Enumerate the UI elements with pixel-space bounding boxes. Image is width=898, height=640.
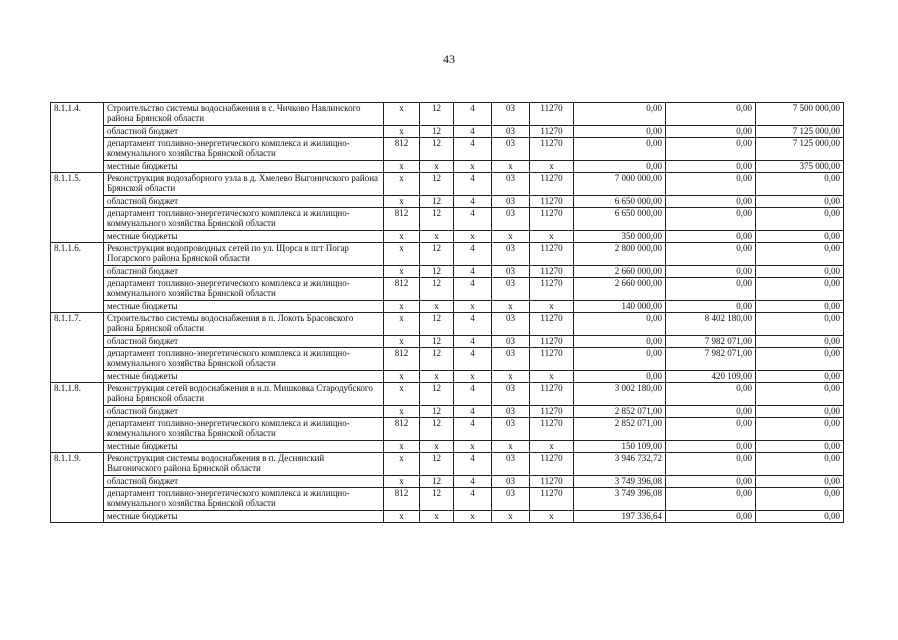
cell-section: х <box>420 511 454 523</box>
cell-amount-3: 7 125 000,00 <box>756 138 844 161</box>
cell-subsection: х <box>454 441 492 453</box>
cell-amount-2: 0,00 <box>666 488 756 511</box>
item-description: местные бюджеты <box>104 441 384 453</box>
cell-program: 03 <box>492 418 530 441</box>
cell-admin-code: х <box>384 383 420 406</box>
cell-amount-1: 3 002 180,00 <box>574 383 666 406</box>
cell-amount-1: 350 000,00 <box>574 231 666 243</box>
cell-amount-2: 0,00 <box>666 476 756 488</box>
cell-amount-3: 0,00 <box>756 476 844 488</box>
cell-amount-3: 0,00 <box>756 301 844 313</box>
cell-subsection: х <box>454 511 492 523</box>
item-description: областной бюджет <box>104 476 384 488</box>
cell-amount-2: 0,00 <box>666 208 756 231</box>
item-description: местные бюджеты <box>104 231 384 243</box>
item-description: областной бюджет <box>104 196 384 208</box>
item-description: Реконструкция сетей водоснабжения в н.п. Мишковка Стародубского района Брянской области <box>104 383 384 406</box>
cell-admin-code: 812 <box>384 278 420 301</box>
cell-amount-3: 0,00 <box>756 406 844 418</box>
cell-subsection: 4 <box>454 406 492 418</box>
cell-section: 12 <box>420 488 454 511</box>
table-body <box>51 103 844 523</box>
cell-target-code: х <box>530 441 574 453</box>
item-code: 8.1.1.5. <box>51 173 104 243</box>
cell-section: 12 <box>420 196 454 208</box>
cell-amount-3: 0,00 <box>756 371 844 383</box>
item-description: местные бюджеты <box>104 301 384 313</box>
cell-admin-code: х <box>384 196 420 208</box>
cell-amount-1: 0,00 <box>574 161 666 173</box>
cell-amount-1: 140 000,00 <box>574 301 666 313</box>
cell-section: 12 <box>420 453 454 476</box>
cell-amount-3: 7 500 000,00 <box>756 103 844 126</box>
cell-amount-1: 0,00 <box>574 313 666 336</box>
cell-admin-code: х <box>384 406 420 418</box>
cell-admin-code: х <box>384 371 420 383</box>
cell-section: 12 <box>420 243 454 266</box>
cell-program: 03 <box>492 208 530 231</box>
cell-target-code: х <box>530 511 574 523</box>
cell-target-code: 11270 <box>530 406 574 418</box>
cell-section: 12 <box>420 348 454 371</box>
cell-subsection: х <box>454 371 492 383</box>
item-description: Строительство системы водоснабжения в с. Чичково Навлинского района Брянской области <box>104 103 384 126</box>
cell-subsection: 4 <box>454 476 492 488</box>
cell-amount-3: 0,00 <box>756 488 844 511</box>
cell-amount-1: 0,00 <box>574 103 666 126</box>
cell-subsection: 4 <box>454 103 492 126</box>
table-row <box>51 453 844 476</box>
cell-section: 12 <box>420 406 454 418</box>
cell-section: х <box>420 161 454 173</box>
cell-program: 03 <box>492 278 530 301</box>
cell-section: 12 <box>420 173 454 196</box>
cell-admin-code: х <box>384 301 420 313</box>
cell-subsection: 4 <box>454 196 492 208</box>
cell-amount-3: 0,00 <box>756 348 844 371</box>
cell-target-code: х <box>530 231 574 243</box>
item-code: 8.1.1.7. <box>51 313 104 383</box>
cell-amount-2: 0,00 <box>666 138 756 161</box>
cell-program: 03 <box>492 406 530 418</box>
cell-amount-3: 0,00 <box>756 208 844 231</box>
table-row <box>51 348 844 371</box>
cell-amount-3: 0,00 <box>756 511 844 523</box>
cell-subsection: 4 <box>454 348 492 371</box>
cell-section: 12 <box>420 103 454 126</box>
cell-amount-3: 0,00 <box>756 383 844 406</box>
item-code: 8.1.1.6. <box>51 243 104 313</box>
cell-subsection: 4 <box>454 313 492 336</box>
cell-subsection: 4 <box>454 126 492 138</box>
cell-admin-code: х <box>384 103 420 126</box>
cell-program: 03 <box>492 126 530 138</box>
cell-amount-2: 0,00 <box>666 406 756 418</box>
cell-admin-code: 812 <box>384 208 420 231</box>
table-row <box>51 313 844 336</box>
cell-amount-1: 0,00 <box>574 348 666 371</box>
cell-section: 12 <box>420 126 454 138</box>
cell-program: 03 <box>492 196 530 208</box>
cell-section: 12 <box>420 266 454 278</box>
cell-subsection: 4 <box>454 208 492 231</box>
cell-subsection: х <box>454 231 492 243</box>
cell-section: 12 <box>420 278 454 301</box>
cell-amount-1: 2 852 071,00 <box>574 406 666 418</box>
item-description: областной бюджет <box>104 406 384 418</box>
cell-admin-code: х <box>384 266 420 278</box>
item-description: областной бюджет <box>104 126 384 138</box>
cell-amount-2: 0,00 <box>666 266 756 278</box>
table-row <box>51 243 844 266</box>
table-row <box>51 441 844 453</box>
table-row <box>51 371 844 383</box>
table-row <box>51 406 844 418</box>
cell-target-code: 11270 <box>530 138 574 161</box>
cell-amount-1: 3 946 732,72 <box>574 453 666 476</box>
cell-admin-code: х <box>384 511 420 523</box>
cell-admin-code: х <box>384 441 420 453</box>
cell-amount-3: 0,00 <box>756 278 844 301</box>
cell-admin-code: х <box>384 161 420 173</box>
cell-target-code: х <box>530 301 574 313</box>
cell-program: 03 <box>492 138 530 161</box>
item-code: 8.1.1.9. <box>51 453 104 523</box>
cell-program: 03 <box>492 348 530 371</box>
cell-target-code: 11270 <box>530 278 574 301</box>
cell-amount-2: 0,00 <box>666 173 756 196</box>
cell-admin-code: х <box>384 173 420 196</box>
cell-amount-2: 0,00 <box>666 383 756 406</box>
cell-amount-2: 8 402 180,00 <box>666 313 756 336</box>
page-number: 43 <box>443 52 455 66</box>
item-description: областной бюджет <box>104 336 384 348</box>
cell-amount-1: 2 660 000,00 <box>574 266 666 278</box>
cell-admin-code: х <box>384 313 420 336</box>
item-description: местные бюджеты <box>104 161 384 173</box>
cell-amount-1: 3 749 396,08 <box>574 488 666 511</box>
table-row <box>51 266 844 278</box>
cell-amount-2: 420 109,00 <box>666 371 756 383</box>
cell-target-code: 11270 <box>530 453 574 476</box>
item-description: департамент топливно-энергетического комплекса и жилищно-коммунального хозяйства Брянской области <box>104 348 384 371</box>
cell-target-code: 11270 <box>530 196 574 208</box>
cell-program: 03 <box>492 476 530 488</box>
table-row <box>51 196 844 208</box>
item-description: местные бюджеты <box>104 371 384 383</box>
cell-amount-3: 0,00 <box>756 266 844 278</box>
table-row <box>51 301 844 313</box>
cell-program: х <box>492 371 530 383</box>
cell-amount-2: 0,00 <box>666 243 756 266</box>
cell-amount-2: 0,00 <box>666 278 756 301</box>
cell-amount-2: 0,00 <box>666 453 756 476</box>
table-row <box>51 231 844 243</box>
cell-amount-3: 0,00 <box>756 173 844 196</box>
cell-section: 12 <box>420 313 454 336</box>
cell-program: х <box>492 231 530 243</box>
table-row <box>51 278 844 301</box>
table-row <box>51 476 844 488</box>
cell-target-code: х <box>530 161 574 173</box>
table-row <box>51 488 844 511</box>
cell-subsection: 4 <box>454 138 492 161</box>
cell-target-code: 11270 <box>530 266 574 278</box>
cell-section: 12 <box>420 208 454 231</box>
cell-amount-3: 0,00 <box>756 336 844 348</box>
cell-amount-2: 0,00 <box>666 511 756 523</box>
cell-amount-2: 0,00 <box>666 231 756 243</box>
cell-subsection: х <box>454 161 492 173</box>
cell-amount-3: 0,00 <box>756 231 844 243</box>
cell-amount-1: 6 650 000,00 <box>574 208 666 231</box>
cell-admin-code: х <box>384 453 420 476</box>
cell-amount-2: 7 982 071,00 <box>666 348 756 371</box>
cell-target-code: 11270 <box>530 208 574 231</box>
cell-admin-code: 812 <box>384 418 420 441</box>
cell-target-code: 11270 <box>530 383 574 406</box>
cell-amount-3: 0,00 <box>756 418 844 441</box>
cell-program: х <box>492 301 530 313</box>
cell-amount-1: 0,00 <box>574 336 666 348</box>
cell-amount-1: 0,00 <box>574 126 666 138</box>
cell-amount-3: 375 000,00 <box>756 161 844 173</box>
cell-program: 03 <box>492 266 530 278</box>
item-code: 8.1.1.4. <box>51 103 104 173</box>
cell-admin-code: 812 <box>384 138 420 161</box>
table-row <box>51 511 844 523</box>
cell-amount-2: 0,00 <box>666 301 756 313</box>
cell-amount-2: 0,00 <box>666 418 756 441</box>
cell-subsection: х <box>454 301 492 313</box>
item-description: Реконструкция системы водоснабжения в п. Деснянский Выгоничского района Брянской области <box>104 453 384 476</box>
cell-program: 03 <box>492 243 530 266</box>
cell-amount-2: 0,00 <box>666 126 756 138</box>
cell-amount-1: 150 109,00 <box>574 441 666 453</box>
cell-admin-code: х <box>384 476 420 488</box>
cell-subsection: 4 <box>454 266 492 278</box>
cell-admin-code: х <box>384 231 420 243</box>
cell-target-code: 11270 <box>530 313 574 336</box>
budget-table <box>50 102 844 523</box>
cell-amount-1: 0,00 <box>574 138 666 161</box>
item-description: Реконструкция водопроводных сетей по ул. Щорса в пгт Погар Погарского района Брянской области <box>104 243 384 266</box>
cell-subsection: 4 <box>454 453 492 476</box>
cell-section: х <box>420 371 454 383</box>
cell-subsection: 4 <box>454 278 492 301</box>
cell-amount-3: 7 125 000,00 <box>756 126 844 138</box>
cell-amount-1: 6 650 000,00 <box>574 196 666 208</box>
cell-target-code: 11270 <box>530 348 574 371</box>
cell-section: х <box>420 231 454 243</box>
cell-program: 03 <box>492 336 530 348</box>
item-description: департамент топливно-энергетического комплекса и жилищно-коммунального хозяйства Брянской области <box>104 278 384 301</box>
cell-program: 03 <box>492 488 530 511</box>
cell-target-code: 11270 <box>530 418 574 441</box>
cell-subsection: 4 <box>454 243 492 266</box>
item-description: департамент топливно-энергетического комплекса и жилищно-коммунального хозяйства Брянской области <box>104 488 384 511</box>
table-row <box>51 161 844 173</box>
cell-section: 12 <box>420 336 454 348</box>
cell-amount-3: 0,00 <box>756 453 844 476</box>
cell-admin-code: х <box>384 126 420 138</box>
item-description: Реконструкция водозаборного узла в д. Хмелево Выгоничского района Брянской области <box>104 173 384 196</box>
table-row <box>51 336 844 348</box>
cell-amount-2: 7 982 071,00 <box>666 336 756 348</box>
cell-amount-1: 197 336,64 <box>574 511 666 523</box>
cell-subsection: 4 <box>454 336 492 348</box>
cell-amount-3: 0,00 <box>756 196 844 208</box>
cell-amount-2: 0,00 <box>666 161 756 173</box>
cell-amount-1: 3 749 396,08 <box>574 476 666 488</box>
cell-subsection: 4 <box>454 383 492 406</box>
cell-amount-3: 0,00 <box>756 441 844 453</box>
cell-section: 12 <box>420 138 454 161</box>
cell-target-code: 11270 <box>530 488 574 511</box>
cell-subsection: 4 <box>454 418 492 441</box>
cell-admin-code: х <box>384 336 420 348</box>
table-row <box>51 208 844 231</box>
cell-target-code: 11270 <box>530 243 574 266</box>
item-description: департамент топливно-энергетического комплекса и жилищно-коммунального хозяйства Брянской области <box>104 418 384 441</box>
cell-amount-3: 0,00 <box>756 243 844 266</box>
cell-amount-1: 2 660 000,00 <box>574 278 666 301</box>
cell-amount-1: 2 852 071,00 <box>574 418 666 441</box>
cell-amount-2: 0,00 <box>666 441 756 453</box>
cell-amount-3: 0,00 <box>756 313 844 336</box>
item-description: департамент топливно-энергетического комплекса и жилищно-коммунального хозяйства Брянской области <box>104 138 384 161</box>
cell-program: 03 <box>492 313 530 336</box>
cell-program: 03 <box>492 453 530 476</box>
cell-amount-2: 0,00 <box>666 196 756 208</box>
cell-section: х <box>420 301 454 313</box>
item-description: Строительство системы водоснабжения в п. Локоть Брасовского района Брянской области <box>104 313 384 336</box>
cell-section: 12 <box>420 418 454 441</box>
item-description: департамент топливно-энергетического комплекса и жилищно-коммунального хозяйства Брянской области <box>104 208 384 231</box>
item-code: 8.1.1.8. <box>51 383 104 453</box>
cell-target-code: 11270 <box>530 126 574 138</box>
table-row <box>51 138 844 161</box>
table-row <box>51 103 844 126</box>
cell-target-code: 11270 <box>530 103 574 126</box>
cell-program: х <box>492 441 530 453</box>
cell-target-code: 11270 <box>530 173 574 196</box>
cell-program: 03 <box>492 173 530 196</box>
cell-subsection: 4 <box>454 488 492 511</box>
table-row <box>51 418 844 441</box>
cell-admin-code: 812 <box>384 348 420 371</box>
cell-target-code: 11270 <box>530 476 574 488</box>
cell-program: 03 <box>492 103 530 126</box>
cell-amount-1: 7 000 000,00 <box>574 173 666 196</box>
cell-section: 12 <box>420 383 454 406</box>
cell-program: х <box>492 161 530 173</box>
item-description: местные бюджеты <box>104 511 384 523</box>
cell-section: х <box>420 441 454 453</box>
cell-amount-1: 0,00 <box>574 371 666 383</box>
cell-admin-code: х <box>384 243 420 266</box>
cell-subsection: 4 <box>454 173 492 196</box>
item-description: областной бюджет <box>104 266 384 278</box>
cell-program: х <box>492 511 530 523</box>
cell-target-code: х <box>530 371 574 383</box>
table-row <box>51 383 844 406</box>
cell-target-code: 11270 <box>530 336 574 348</box>
table-row <box>51 126 844 138</box>
cell-amount-1: 2 800 000,00 <box>574 243 666 266</box>
cell-admin-code: 812 <box>384 488 420 511</box>
cell-section: 12 <box>420 476 454 488</box>
cell-amount-2: 0,00 <box>666 103 756 126</box>
cell-program: 03 <box>492 383 530 406</box>
table-row <box>51 173 844 196</box>
